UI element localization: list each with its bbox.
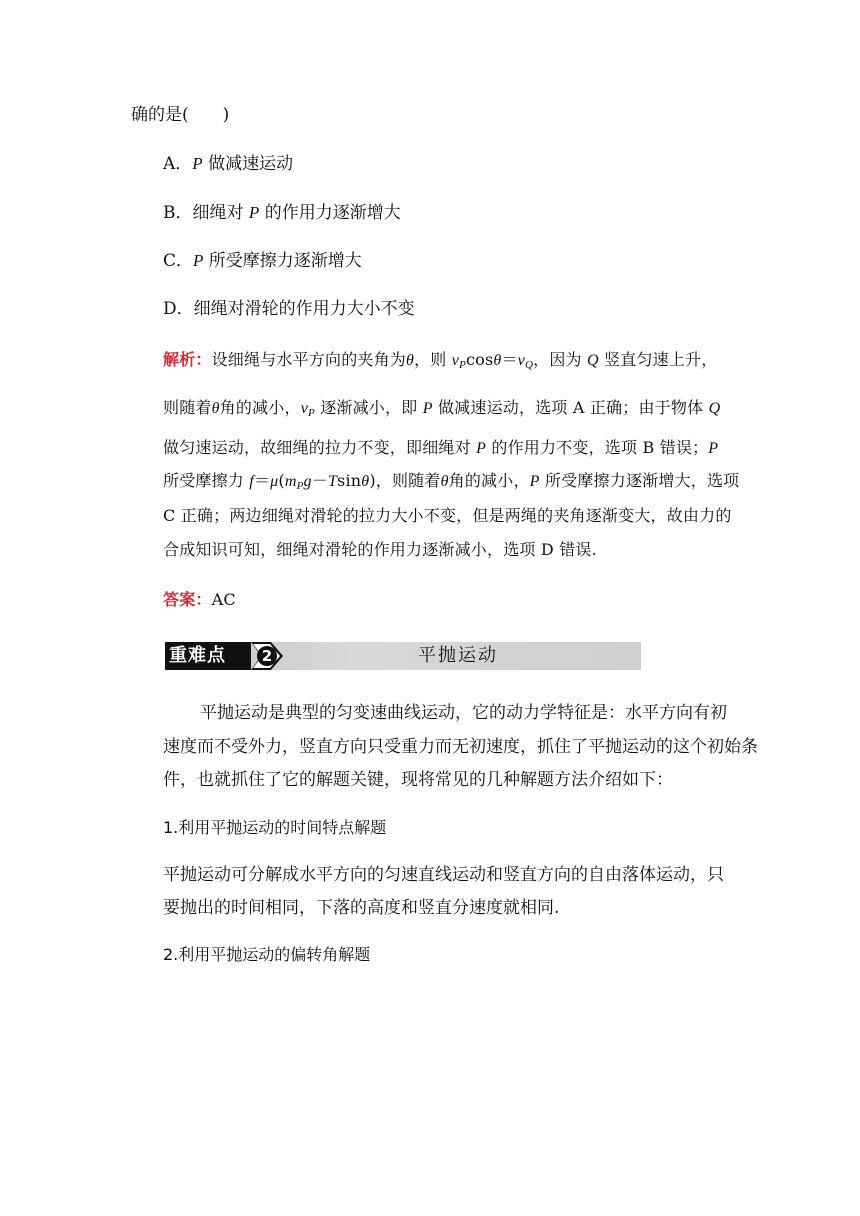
intro-line-3: 件，也就抓住了它的解题关键，现将常见的几种解题方法介绍如下： [163, 770, 673, 790]
intro-line-1: 平抛运动是典型的匀变速曲线运动，它的动力学特征是：水平方向有初 [200, 703, 727, 723]
analysis-label: 解析： [163, 350, 212, 369]
method-1-line-2: 要抛出的时间相同，下落的高度和竖直分速度就相同. [163, 898, 560, 918]
analysis-line-6: 合成知识可知，细绳对滑轮的作用力逐渐减小，选项 D 错误. [163, 540, 597, 559]
analysis-line-1: 解析：设细绳与水平方向的夹角为θ，则 $v_P\cos\theta=v_Q$，因为 Q 竖直匀速上升， [163, 350, 718, 371]
method-1-heading: 1.利用平抛运动的时间特点解题 [163, 818, 387, 837]
option-b: B．细绳对 P 的作用力逐渐增大 [163, 203, 401, 223]
option-c: C．P 所受摩擦力逐渐增大 [163, 251, 362, 271]
section-topic: 平抛运动 [418, 645, 498, 666]
option-d: D．细绳对滑轮的作用力大小不变 [163, 299, 415, 319]
section-banner [165, 642, 641, 670]
section-tag: 重难点 [165, 642, 251, 670]
analysis-line-5: C 正确；两边细绳对滑轮的拉力大小不变，但是两绳的夹角逐渐变大，故由力的 [163, 506, 732, 525]
answer-label: 答案： [163, 590, 212, 609]
question-stem-tail: 确的是( ) [131, 105, 230, 125]
svg-text:2: 2 [261, 647, 273, 665]
section-number-badge [245, 642, 285, 670]
method-1-line-1: 平抛运动可分解成水平方向的匀速直线运动和竖直方向的自由落体运动，只 [163, 865, 724, 885]
answer-line [163, 588, 236, 612]
analysis-line-2: 则随着θ角的减小，$v_P$ 逐渐减小，即 P 做减速运动，选项 A 正确；由于物体 Q [163, 398, 721, 419]
answer-value: AC [211, 590, 236, 609]
intro-line-2: 速度而不受外力，竖直方向只受重力而无初速度，抓住了平抛运动的这个初始条 [163, 737, 758, 757]
analysis-line-3: 做匀速运动，故细绳的拉力不变，即细绳对 P 的作用力不变，选项 B 错误；P [163, 438, 719, 457]
option-a: A．P 做减速运动 [163, 154, 294, 174]
method-2-heading: 2.利用平抛运动的偏转角解题 [163, 945, 371, 964]
analysis-line-4: 所受摩擦力 $f=\mu(m_Pg-Tsin\theta)$，则随着θ角的减小，P 所受摩擦力逐渐增大，选项 [163, 471, 740, 492]
